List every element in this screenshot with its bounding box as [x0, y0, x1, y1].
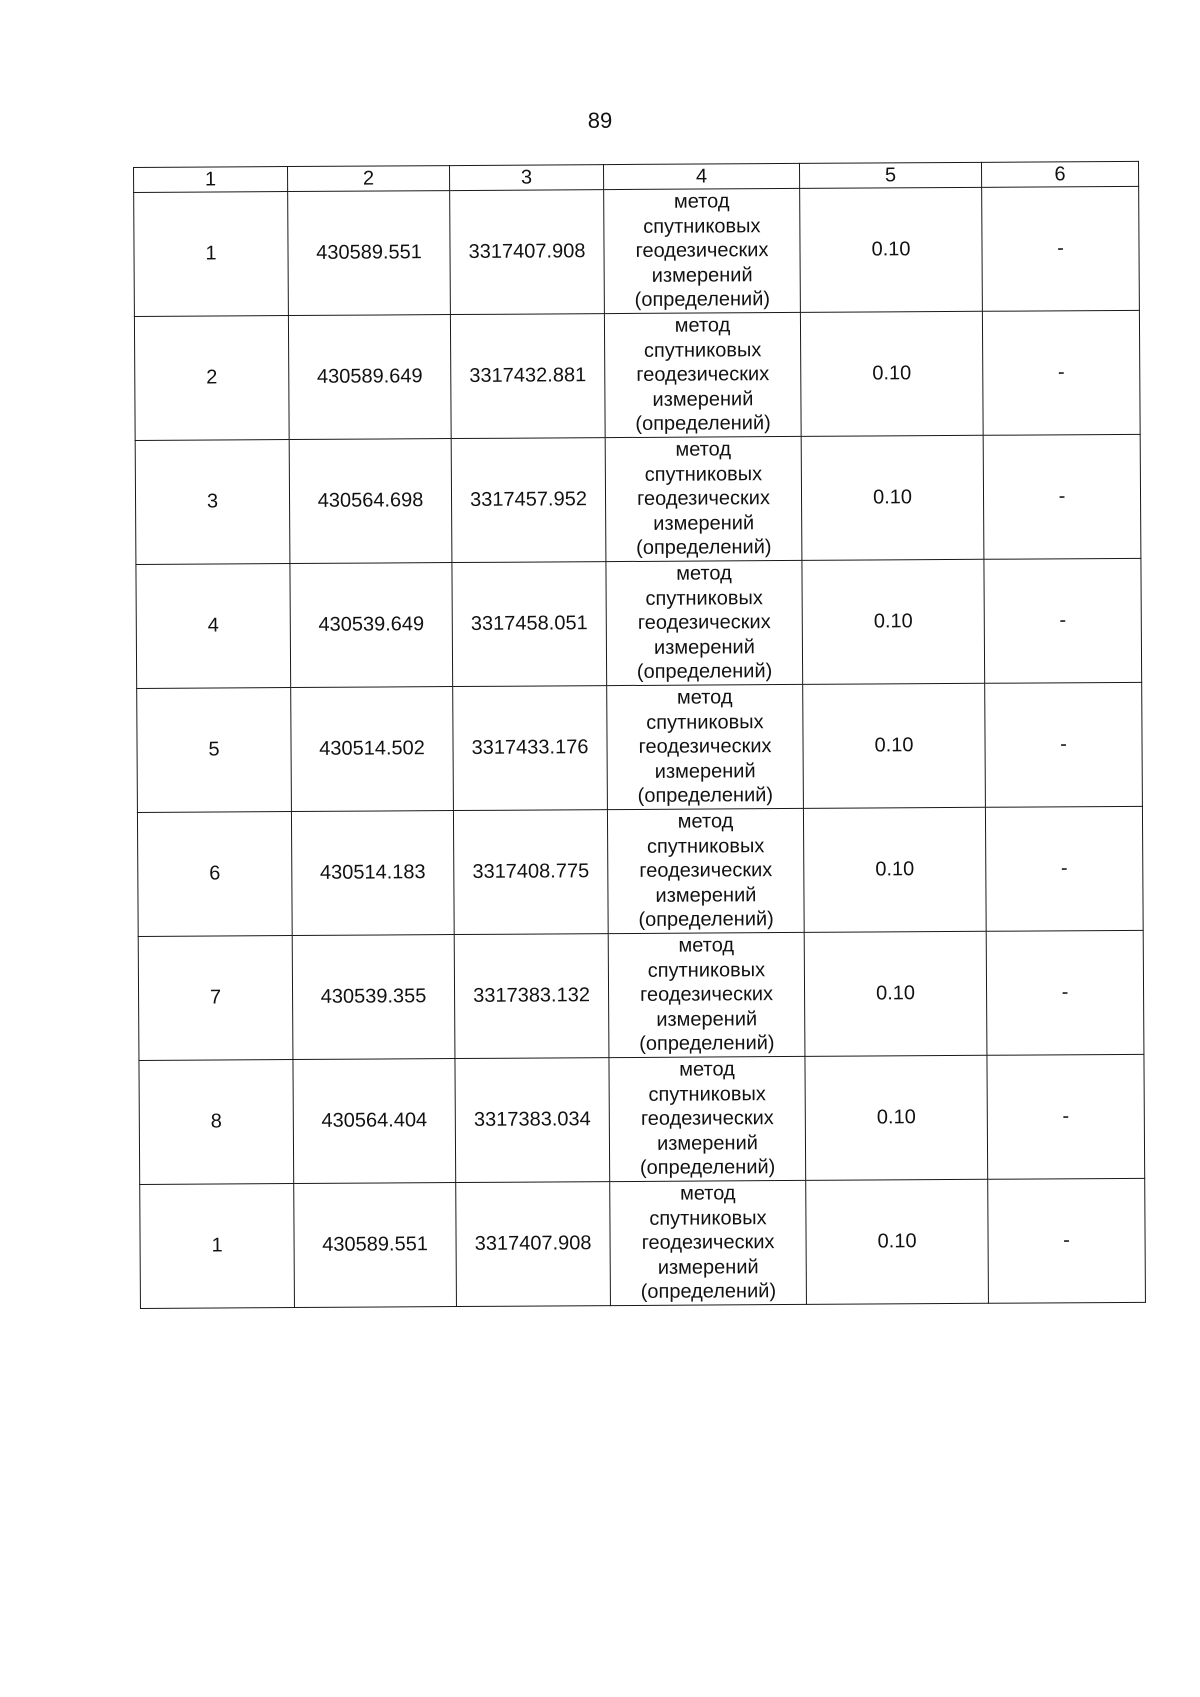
- method-line: геодезических: [637, 611, 771, 635]
- method-cell: [610, 1180, 807, 1305]
- y-coordinate-cell: 3317457.952: [451, 438, 606, 563]
- column-header-4: 4: [603, 163, 799, 189]
- method-line: метод: [679, 1182, 736, 1205]
- method-line: геодезических: [637, 487, 771, 511]
- coordinates-table: [133, 161, 1146, 1309]
- description-cell: -: [987, 1054, 1145, 1179]
- description-cell: -: [986, 930, 1144, 1055]
- method-line: спутниковых: [649, 1206, 767, 1230]
- accuracy-cell: 0.10: [803, 807, 986, 932]
- point-number-cell: 7: [138, 936, 293, 1061]
- description-cell: -: [985, 682, 1143, 807]
- method-line: метод: [679, 1058, 735, 1081]
- y-coordinate-cell: 3317383.132: [454, 934, 609, 1059]
- method-line: измерений: [656, 1131, 758, 1155]
- table-body: [134, 186, 1146, 1308]
- method-cell: [607, 808, 804, 933]
- point-number-cell: 1: [140, 1184, 295, 1309]
- accuracy-cell: 0.10: [806, 1179, 989, 1304]
- accuracy-cell: 0.10: [800, 187, 983, 312]
- column-header-1: 1: [134, 167, 288, 193]
- method-line: геодезических: [636, 363, 770, 387]
- table-row: [135, 434, 1141, 564]
- y-coordinate-cell: 3317408.775: [453, 810, 608, 935]
- y-coordinate-cell: 3317383.034: [455, 1058, 610, 1183]
- method-cell: [606, 560, 803, 685]
- method-cell: [609, 1056, 806, 1181]
- method-line: измерений: [651, 263, 753, 287]
- x-coordinate-cell: 430514.502: [291, 687, 454, 812]
- table-row: [139, 1054, 1145, 1184]
- point-number-cell: 6: [137, 812, 292, 937]
- method-line: измерений: [652, 387, 754, 411]
- description-cell: -: [988, 1178, 1146, 1303]
- method-line: геодезических: [641, 1231, 775, 1255]
- y-coordinate-cell: 3317432.881: [450, 314, 605, 439]
- accuracy-cell: 0.10: [801, 435, 984, 560]
- page-number: 89: [587, 108, 613, 133]
- method-line: геодезических: [639, 859, 773, 883]
- method-line: геодезических: [638, 735, 772, 759]
- method-line: (определений): [639, 1032, 775, 1056]
- method-line: метод: [678, 934, 735, 957]
- column-header-2: 2: [288, 166, 450, 192]
- method-line: измерений: [654, 759, 756, 783]
- point-number-cell: 4: [136, 564, 291, 689]
- method-line: спутниковых: [648, 1082, 766, 1106]
- method-cell: [608, 932, 805, 1057]
- accuracy-cell: 0.10: [805, 1055, 988, 1180]
- column-header-5: 5: [799, 162, 981, 188]
- x-coordinate-cell: 430539.649: [290, 563, 453, 688]
- y-coordinate-cell: 3317433.176: [453, 686, 608, 811]
- table-row: [140, 1178, 1146, 1308]
- method-line: спутниковых: [646, 710, 764, 734]
- method-line: геодезических: [640, 983, 774, 1007]
- table-row: [137, 682, 1143, 812]
- method-line: (определений): [639, 1156, 776, 1180]
- method-line: геодезических: [640, 1107, 774, 1131]
- description-cell: -: [982, 310, 1140, 435]
- method-line: геодезических: [635, 239, 769, 263]
- x-coordinate-cell: 430564.404: [293, 1059, 456, 1184]
- x-coordinate-cell: 430589.551: [288, 191, 451, 316]
- method-line: (определений): [637, 784, 774, 808]
- x-coordinate-cell: 430514.183: [291, 811, 454, 936]
- method-line: метод: [676, 562, 732, 585]
- y-coordinate-cell: 3317458.051: [452, 562, 607, 687]
- description-cell: -: [984, 558, 1142, 683]
- method-line: измерений: [657, 1255, 759, 1279]
- accuracy-cell: 0.10: [802, 559, 985, 684]
- method-line: (определений): [635, 412, 771, 436]
- method-line: (определений): [640, 1280, 777, 1304]
- method-line: метод: [674, 314, 731, 337]
- x-coordinate-cell: 430539.355: [292, 935, 455, 1060]
- x-coordinate-cell: 430589.649: [288, 315, 451, 440]
- table-row: [134, 310, 1140, 440]
- method-line: спутниковых: [647, 958, 766, 982]
- method-cell: [604, 188, 801, 313]
- method-cell: [605, 436, 802, 561]
- point-number-cell: 2: [134, 316, 289, 441]
- accuracy-cell: 0.10: [804, 931, 987, 1056]
- method-line: спутниковых: [643, 214, 761, 238]
- method-line: измерений: [653, 635, 755, 659]
- table-row: [136, 558, 1142, 688]
- description-cell: -: [985, 806, 1143, 931]
- table-row: [138, 930, 1144, 1060]
- description-cell: -: [982, 186, 1140, 311]
- x-coordinate-cell: 430564.698: [289, 439, 452, 564]
- method-line: спутниковых: [643, 338, 762, 362]
- method-line: (определений): [638, 908, 774, 932]
- method-line: спутниковых: [646, 834, 765, 858]
- method-line: метод: [673, 190, 730, 213]
- point-number-cell: 3: [135, 440, 290, 565]
- table-row: [137, 806, 1143, 936]
- method-cell: [607, 684, 804, 809]
- y-coordinate-cell: 3317407.908: [450, 190, 605, 315]
- method-line: измерений: [655, 883, 757, 907]
- method-line: метод: [677, 810, 734, 833]
- point-number-cell: 1: [134, 192, 289, 317]
- method-line: (определений): [636, 536, 772, 560]
- method-cell: [604, 312, 801, 437]
- method-line: (определений): [634, 288, 771, 312]
- method-line: измерений: [653, 511, 755, 535]
- method-line: метод: [675, 438, 732, 461]
- y-coordinate-cell: 3317407.908: [456, 1182, 611, 1307]
- point-number-cell: 5: [137, 688, 292, 813]
- method-line: спутниковых: [644, 462, 763, 486]
- column-header-3: 3: [449, 165, 603, 191]
- accuracy-cell: 0.10: [800, 311, 983, 436]
- point-number-cell: 8: [139, 1060, 294, 1185]
- method-line: (определений): [636, 660, 773, 684]
- method-line: метод: [676, 686, 733, 709]
- method-line: измерений: [656, 1007, 758, 1031]
- x-coordinate-cell: 430589.551: [294, 1183, 457, 1308]
- method-line: спутниковых: [645, 586, 763, 610]
- table-row: [134, 186, 1140, 316]
- accuracy-cell: 0.10: [803, 683, 986, 808]
- column-header-6: 6: [981, 161, 1138, 187]
- description-cell: -: [983, 434, 1141, 559]
